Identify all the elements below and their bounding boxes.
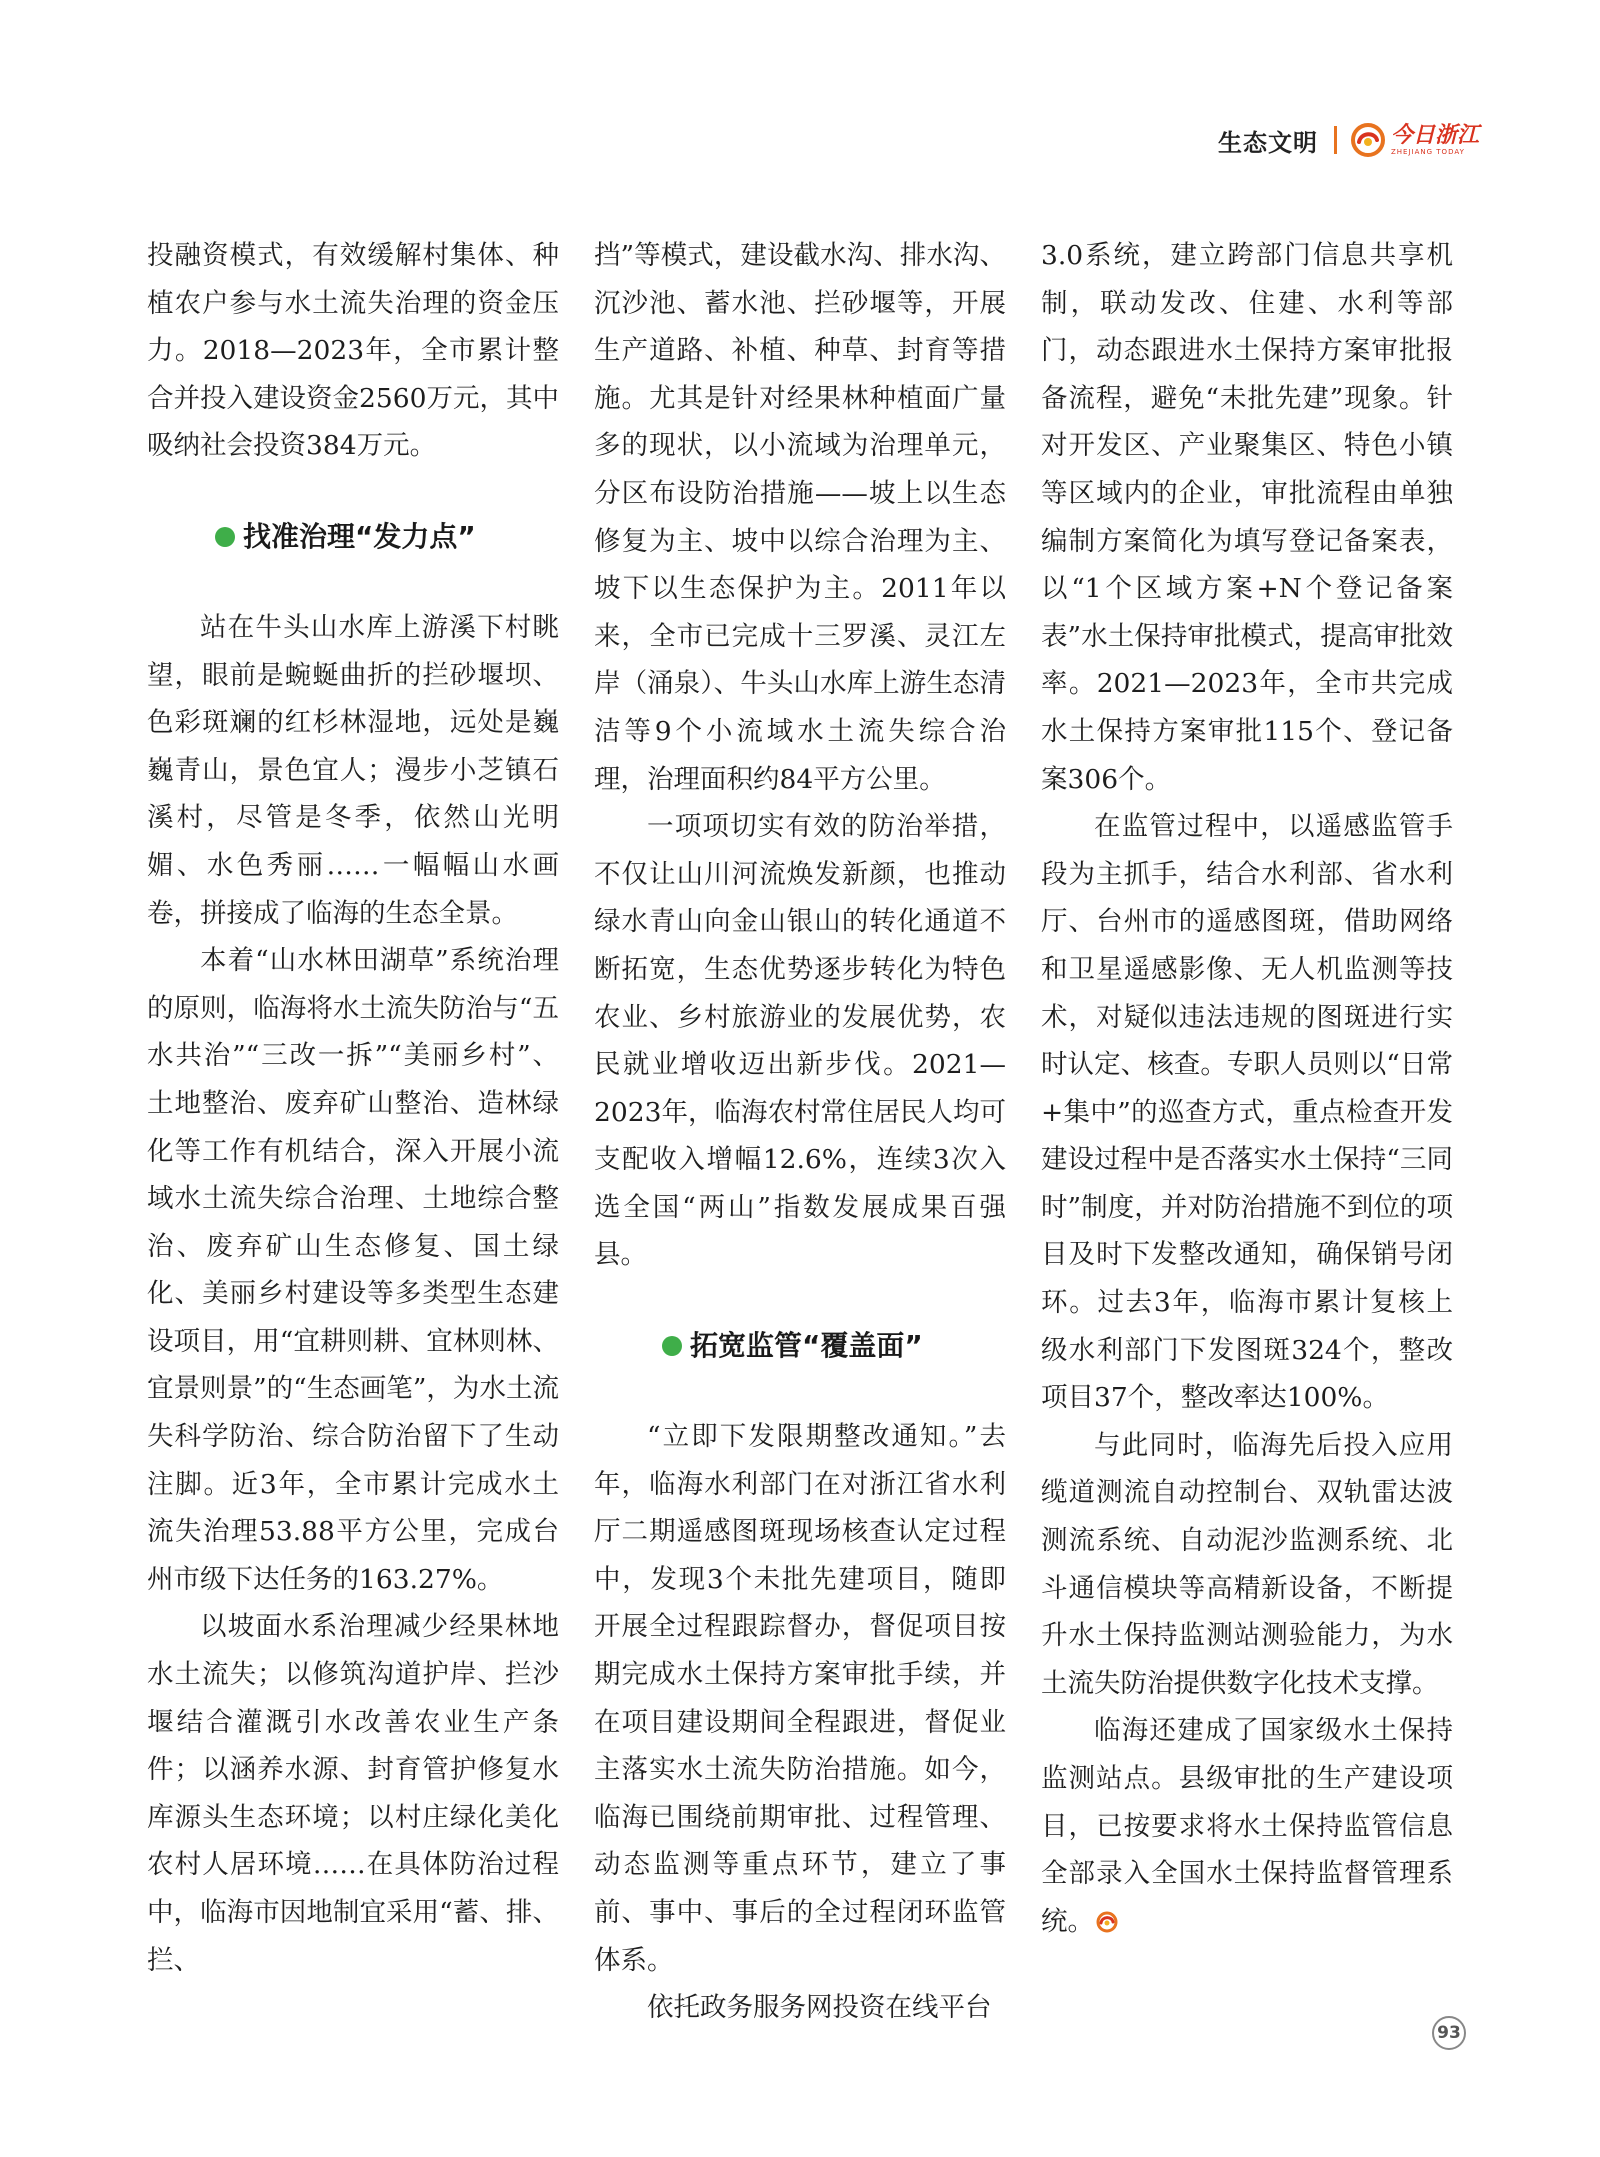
header-divider	[1334, 126, 1337, 154]
magazine-logo	[1351, 123, 1479, 157]
section-heading	[594, 1314, 1006, 1378]
paragraph: 在监管过程中，以遥感监管手段为主抓手，结合水利部、省水利厅、台州市的遥感图斑，借助网络和卫星遥感影像、无人机监测等技术，对疑似违法违规的图斑进行实时认定、核查。专职人员则以“日常+集中”的巡查方式，重点检查开发建设过程中是否落实水土保持“三同时”制度，并对防治措施不到位的项目及时下发整改通知，确保销号闭环。过去3年，临海市累计复核上级水利部门下发图斑324个，整改项目37个，整改率达100%。	[1041, 811, 1453, 1414]
paragraph: 挡”等模式，建设截水沟、排水沟、沉沙池、蓄水池、拦砂堰等，开展生产道路、补植、种草、封育等措施。尤其是针对经果林种植面广量多的现状，以小流域为治理单元，分区布设防治措施——坡上以生态修复为主、坡中以综合治理为主、坡下以生态保护为主。2011年以来，全市已完成十三罗溪、灵江左岸（涌泉）、牛头山水库上游生态清洁等9个小流域水土流失综合治理，治理面积约84平方公里。	[594, 240, 1006, 795]
paragraph-last	[1041, 1707, 1453, 1945]
column-3	[1041, 232, 1453, 1945]
section-label: 生态文明	[1218, 128, 1318, 157]
paragraph: 与此同时，临海先后投入应用缆道测流自动控制台、双轨雷达波测流系统、自动泥沙监测系统、北斗通信模块等高精新设备，不断提升水土保持监测站测验能力，为水土流失防治提供数字化技术支撑。	[1041, 1429, 1453, 1699]
paragraph: 投融资模式，有效缓解村集体、种植农户参与水土流失治理的资金压力。2018—2023年，全市累计整合并投入建设资金2560万元，其中吸纳社会投资384万元。	[147, 240, 559, 462]
section-heading-text: 找准治理“发力点”	[243, 520, 476, 554]
section-heading	[147, 505, 559, 569]
paragraph: 以坡面水系治理减少经果林地水土流失；以修筑沟道护岸、拦沙堰结合灌溉引水改善农业生产条件；以涵养水源、封育管护修复水库源头生态环境；以村庄绿化美化农村人居环境……在具体防治过程中，临海市因地制宜采用“蓄、排、拦、	[147, 1611, 559, 1976]
logo-english-text: ZHEJIANG TODAY	[1391, 147, 1465, 156]
end-mark-icon	[1096, 1911, 1118, 1933]
bullet-dot-icon	[215, 527, 235, 547]
paragraph: 站在牛头山水库上游溪下村眺望，眼前是蜿蜒曲折的拦砂堰坝、色彩斑斓的红杉林湿地，远处是巍巍青山，景色宜人；漫步小芝镇石溪村，尽管是冬季，依然山光明媚、水色秀丽……一幅幅山水画卷，拼接成了临海的生态全景。	[147, 611, 559, 929]
paragraph: “立即下发限期整改通知。”去年，临海水利部门在对浙江省水利厅二期遥感图斑现场核查认定过程中，发现3个未批先建项目，随即开展全过程跟踪督办，督促项目按期完成水土保持方案审批手续，并在项目建设期间全程跟进，督促业主落实水土流失防治措施。如今，临海已围绕前期审批、过程管理、动态监测等重点环节，建立了事前、事中、事后的全过程闭环监管体系。	[594, 1421, 1006, 1976]
logo-chinese-text: 今日浙江	[1391, 122, 1480, 148]
paragraph: 一项项切实有效的防治举措，不仅让山川河流焕发新颜，也推动绿水青山向金山银山的转化通道不断拓宽，生态优势逐步转化为特色农业、乡村旅游业的发展优势，农民就业增收迈出新步伐。2021—2023年，临海农村常住居民人均可支配收入增幅12.6%，连续3次入选全国“两山”指数发展成果百强县。	[594, 811, 1006, 1271]
page-number: 93	[1432, 2016, 1466, 2050]
bullet-dot-icon	[662, 1336, 682, 1356]
column-2	[594, 232, 1006, 2032]
section-heading-text: 拓宽监管“覆盖面”	[690, 1329, 923, 1363]
paragraph-text: 临海还建成了国家级水土保持监测站点。县级审批的生产建设项目，已按要求将水土保持监管信息全部录入全国水土保持监督管理系统。	[1041, 1715, 1453, 1937]
column-1	[147, 232, 559, 1984]
logo-swirl-icon	[1351, 123, 1385, 157]
paragraph: 本着“山水林田湖草”系统治理的原则，临海将水土流失防治与“五水共治”“三改一拆”“美丽乡村”、土地整治、废弃矿山整治、造林绿化等工作有机结合，深入开展小流域水土流失综合治理、土地综合整治、废弃矿山生态修复、国土绿化、美丽乡村建设等多类型生态建设项目，用“宜耕则耕、宜林则林、宜景则景”的“生态画笔”，为水土流失科学防治、综合防治留下了生动注脚。近3年，全市累计完成水土流失治理53.88平方公里，完成台州市级下达任务的163.27%。	[147, 945, 559, 1595]
page-header	[1218, 118, 1479, 162]
paragraph: 3.0系统，建立跨部门信息共享机制，联动发改、住建、水利等部门，动态跟进水土保持方案审批报备流程，避免“未批先建”现象。针对开发区、产业聚集区、特色小镇等区域内的企业，审批流程由单独编制方案简化为填写登记备案表，以“1个区域方案+N个登记备案表”水土保持审批模式，提高审批效率。2021—2023年，全市共完成水土保持方案审批115个、登记备案306个。	[1041, 240, 1453, 795]
paragraph: 依托政务服务网投资在线平台	[647, 1992, 992, 2024]
